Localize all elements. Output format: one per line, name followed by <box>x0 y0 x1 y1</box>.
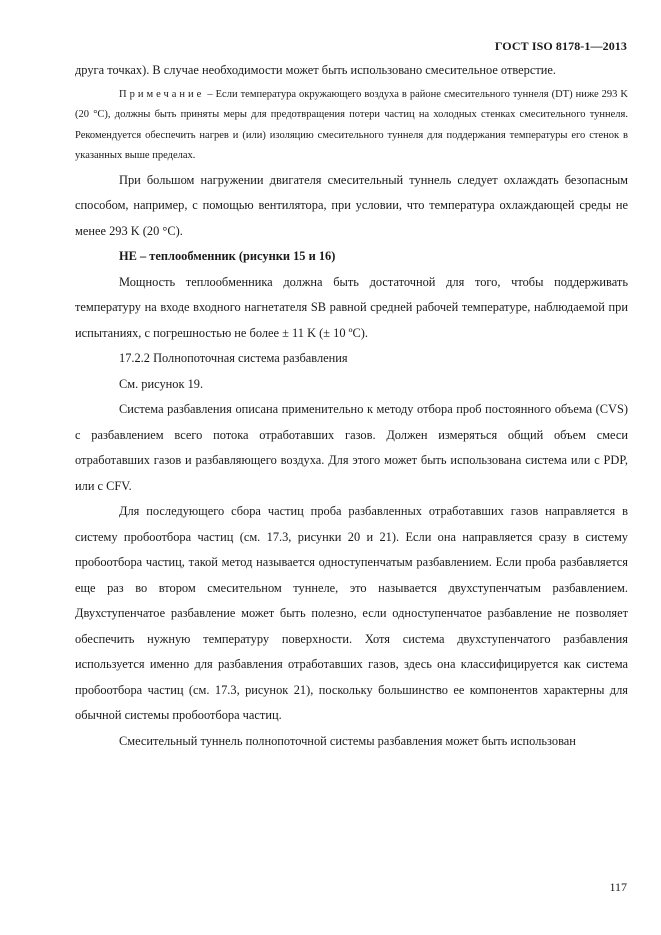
note-paragraph <box>75 85 628 167</box>
note-label: Примечание <box>119 88 205 100</box>
paragraph-cooling: При большом нагружении двигателя смесительный туннель следует охлаждать безопасным способом, например, с помощью вентилятора, при условии, что температура охлаждающей среды не менее 293 K (20 °C). <box>75 172 628 238</box>
heading-heat-exchanger: НЕ – теплообменник (рисунки 15 и 16) <box>119 249 336 263</box>
paragraph-cvs: Система разбавления описана применительно к методу отбора проб постоянного объема (CVS) с разбавлением всего потока отработавших газов. Должен измеряться общий объем смеси отработавших газов и разбавляющего воздуха. Для этого может быть использована система или с PDP, или с CFV. <box>75 402 628 493</box>
note-text: – Если температура окружающего воздуха в районе смесительного туннеля (DT) ниже 293 K (20 °C), должны быть приняты меры для предотвращения потери частиц на холодных стенках смесительного туннеля. Рекомендуется обеспечить нагрев и (или) изоляцию смесительного туннеля для поддержания температуры его стенок в указанных выше пределах. <box>75 88 628 161</box>
page-number: 117 <box>609 880 627 894</box>
page-body <box>75 58 628 754</box>
paragraph-continuation: друга точках). В случае необходимости может быть использовано смесительное отверстие. <box>75 63 556 77</box>
paragraph-tunnel: Смесительный туннель полнопоточной системы разбавления может быть использован <box>119 733 576 748</box>
paragraph-heat-exchanger: Мощность теплообменника должна быть достаточной для того, чтобы поддерживать температуру на входе входного нагнетателя SB равной средней рабочей температуре, наблюдаемой при испытаниях, с погрешностью не более ± 11 K (± 10 ºC). <box>75 274 628 340</box>
paragraph-sampling: Для последующего сбора частиц проба разбавленных отработавших газов направляется в систему пробоотбора частиц (см. 17.3, рисунки 20 и 21). Если она направляется сразу в систему пробоотбора частиц, такой метод называется одноступенчатым разбавлением. Если проба разбавляется еще раз во втором смесительном туннеле, это называется двухступенчатым разбавлением. Двухступенчатое разбавление может быть полезно, если одноступенчатое разбавление не позволяет обеспечить нужную температуру поверхности. Хотя система двухступенчатого разбавления используется именно для разбавления отработавших газов, здесь она классифицируется как система пробоотбора частиц (см. 17.3, рисунок 21), поскольку большинство ее компонентов характерны для обычной системы пробоотбора частиц. <box>75 504 628 722</box>
figure-reference: См. рисунок 19. <box>119 376 204 391</box>
document-code-header: ГОСТ ISO 8178-1—2013 <box>494 39 627 53</box>
section-heading: 17.2.2 Полнопоточная система разбавления <box>119 351 348 365</box>
